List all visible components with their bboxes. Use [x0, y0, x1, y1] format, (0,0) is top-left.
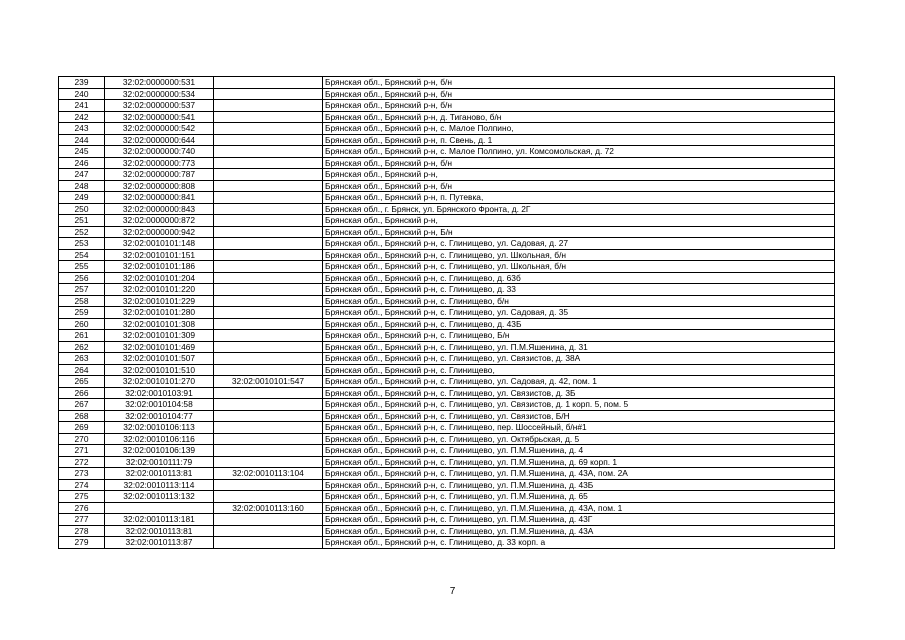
page-number: 7 [449, 586, 456, 597]
linked-cadastral-number-cell [214, 387, 323, 399]
table-row [59, 456, 835, 468]
table-row [59, 318, 835, 330]
row-number-cell: 242 [59, 111, 105, 123]
cadastral-number-cell: 32:02:0000000:942 [105, 226, 214, 238]
row-number-cell: 255 [59, 261, 105, 273]
linked-cadastral-number-cell [214, 456, 323, 468]
address-cell: Брянская обл., г. Брянск, ул. Брянского Фронта, д. 2Г [323, 203, 835, 215]
linked-cadastral-number-cell [214, 272, 323, 284]
row-number-cell: 245 [59, 146, 105, 158]
linked-cadastral-number-cell [214, 307, 323, 319]
address-cell: Брянская обл., Брянский р-н, с. Глинищево, пер. Шоссейный, б/н#1 [323, 422, 835, 434]
address-cell: Брянская обл., Брянский р-н, [323, 169, 835, 181]
address-cell: Брянская обл., Брянский р-н, с. Глинищево, ул. П.М.Яшенина, д. 43А, пом. 1 [323, 502, 835, 514]
cadastral-number-cell: 32:02:0010101:148 [105, 238, 214, 250]
address-cell: Брянская обл., Брянский р-н, с. Глинищево, ул. Связистов, д. 1 корп. 5, пом. 5 [323, 399, 835, 411]
address-cell: Брянская обл., Брянский р-н, с. Глинищево, ул. П.М.Яшенина, д. 4 [323, 445, 835, 457]
cadastral-number-cell: 32:02:0000000:542 [105, 123, 214, 135]
linked-cadastral-number-cell [214, 111, 323, 123]
linked-cadastral-number-cell [214, 399, 323, 411]
table-row [59, 238, 835, 250]
table-row [59, 226, 835, 238]
table-row [59, 387, 835, 399]
row-number-cell: 248 [59, 180, 105, 192]
linked-cadastral-number-cell [214, 433, 323, 445]
address-cell: Брянская обл., Брянский р-н, с. Малое Полпино, [323, 123, 835, 135]
linked-cadastral-number-cell [214, 525, 323, 537]
linked-cadastral-number-cell [214, 491, 323, 503]
address-cell: Брянская обл., Брянский р-н, с. Малое Полпино, ул. Комсомольская, д. 72 [323, 146, 835, 158]
linked-cadastral-number-cell [214, 514, 323, 526]
cadastral-number-cell: 32:02:0010101:507 [105, 353, 214, 365]
row-number-cell: 243 [59, 123, 105, 135]
cadastral-number-cell: 32:02:0010101:469 [105, 341, 214, 353]
linked-cadastral-number-cell [214, 134, 323, 146]
cadastral-number-cell: 32:02:0010101:229 [105, 295, 214, 307]
cadastral-number-cell: 32:02:0010113:181 [105, 514, 214, 526]
address-cell: Брянская обл., Брянский р-н, б/н [323, 88, 835, 100]
row-number-cell: 244 [59, 134, 105, 146]
row-number-cell: 247 [59, 169, 105, 181]
linked-cadastral-number-cell: 32:02:0010101:547 [214, 376, 323, 388]
table-row [59, 261, 835, 273]
address-cell: Брянская обл., Брянский р-н, п. Путевка, [323, 192, 835, 204]
address-cell: Брянская обл., Брянский р-н, б/н [323, 100, 835, 112]
linked-cadastral-number-cell: 32:02:0010113:104 [214, 468, 323, 480]
row-number-cell: 249 [59, 192, 105, 204]
cadastral-number-cell: 32:02:0010101:186 [105, 261, 214, 273]
table-row [59, 341, 835, 353]
address-cell: Брянская обл., Брянский р-н, с. Глинищево, ул. П.М.Яшенина, д. 43А, пом. 2А [323, 468, 835, 480]
cadastral-number-cell: 32:02:0010113:81 [105, 525, 214, 537]
linked-cadastral-number-cell [214, 341, 323, 353]
linked-cadastral-number-cell [214, 445, 323, 457]
linked-cadastral-number-cell [214, 146, 323, 158]
row-number-cell: 257 [59, 284, 105, 296]
registry-table-body [59, 77, 835, 549]
cadastral-number-cell: 32:02:0010101:309 [105, 330, 214, 342]
linked-cadastral-number-cell [214, 295, 323, 307]
row-number-cell: 276 [59, 502, 105, 514]
linked-cadastral-number-cell [214, 226, 323, 238]
cadastral-number-cell: 32:02:0000000:537 [105, 100, 214, 112]
table-row [59, 146, 835, 158]
row-number-cell: 252 [59, 226, 105, 238]
table-row [59, 422, 835, 434]
cadastral-number-cell: 32:02:0000000:534 [105, 88, 214, 100]
address-cell: Брянская обл., Брянский р-н, с. Глинищево, ул. Октябрьская, д. 5 [323, 433, 835, 445]
table-row [59, 433, 835, 445]
linked-cadastral-number-cell: 32:02:0010113:160 [214, 502, 323, 514]
cadastral-number-cell: 32:02:0010106:116 [105, 433, 214, 445]
table-row [59, 295, 835, 307]
row-number-cell: 278 [59, 525, 105, 537]
table-row [59, 134, 835, 146]
cadastral-number-cell: 32:02:0010104:58 [105, 399, 214, 411]
table-row [59, 514, 835, 526]
row-number-cell: 279 [59, 537, 105, 549]
cadastral-number-cell: 32:02:0000000:872 [105, 215, 214, 227]
cadastral-number-cell: 32:02:0010111:79 [105, 456, 214, 468]
cadastral-number-cell: 32:02:0000000:843 [105, 203, 214, 215]
row-number-cell: 259 [59, 307, 105, 319]
row-number-cell: 239 [59, 77, 105, 89]
row-number-cell: 274 [59, 479, 105, 491]
row-number-cell: 273 [59, 468, 105, 480]
row-number-cell: 275 [59, 491, 105, 503]
address-cell: Брянская обл., Брянский р-н, б/н [323, 77, 835, 89]
row-number-cell: 270 [59, 433, 105, 445]
address-cell: Брянская обл., Брянский р-н, с. Глинищево, ул. П.М.Яшенина, д. 43Г [323, 514, 835, 526]
address-cell: Брянская обл., Брянский р-н, с. Глинищево, ул. Связистов, Б/Н [323, 410, 835, 422]
row-number-cell: 267 [59, 399, 105, 411]
table-row [59, 272, 835, 284]
address-cell: Брянская обл., Брянский р-н, с. Глинищево, д. 63б [323, 272, 835, 284]
address-cell: Брянская обл., Брянский р-н, с. Глинищево, ул. Связистов, д. 3Б [323, 387, 835, 399]
cadastral-number-cell: 32:02:0010113:132 [105, 491, 214, 503]
row-number-cell: 246 [59, 157, 105, 169]
linked-cadastral-number-cell [214, 203, 323, 215]
row-number-cell: 272 [59, 456, 105, 468]
table-row [59, 215, 835, 227]
table-row [59, 203, 835, 215]
address-cell: Брянская обл., Брянский р-н, с. Глинищево, ул. П.М.Яшенина, д. 65 [323, 491, 835, 503]
table-row [59, 353, 835, 365]
property-registry-table [58, 76, 835, 549]
table-row [59, 307, 835, 319]
table-row [59, 157, 835, 169]
address-cell: Брянская обл., Брянский р-н, с. Глинищево, д. 43Б [323, 318, 835, 330]
table-row [59, 88, 835, 100]
cadastral-number-cell: 32:02:0000000:773 [105, 157, 214, 169]
linked-cadastral-number-cell [214, 479, 323, 491]
linked-cadastral-number-cell [214, 88, 323, 100]
row-number-cell: 256 [59, 272, 105, 284]
linked-cadastral-number-cell [214, 192, 323, 204]
table-row [59, 376, 835, 388]
linked-cadastral-number-cell [214, 180, 323, 192]
address-cell: Брянская обл., Брянский р-н, с. Глинищево, ул. П.М.Яшенина, д. 31 [323, 341, 835, 353]
address-cell: Брянская обл., Брянский р-н, с. Глинищево, ул. Школьная, б/н [323, 261, 835, 273]
row-number-cell: 258 [59, 295, 105, 307]
row-number-cell: 260 [59, 318, 105, 330]
table-row [59, 180, 835, 192]
table-row [59, 330, 835, 342]
cadastral-number-cell: 32:02:0000000:841 [105, 192, 214, 204]
row-number-cell: 277 [59, 514, 105, 526]
cadastral-number-cell: 32:02:0000000:808 [105, 180, 214, 192]
address-cell: Брянская обл., Брянский р-н, с. Глинищево, ул. Садовая, д. 42, пом. 1 [323, 376, 835, 388]
address-cell: Брянская обл., Брянский р-н, с. Глинищево, ул. Садовая, д. 27 [323, 238, 835, 250]
address-cell: Брянская обл., Брянский р-н, б/н [323, 180, 835, 192]
table-row [59, 491, 835, 503]
cadastral-number-cell: 32:02:0010104:77 [105, 410, 214, 422]
row-number-cell: 262 [59, 341, 105, 353]
table-row [59, 468, 835, 480]
linked-cadastral-number-cell [214, 364, 323, 376]
linked-cadastral-number-cell [214, 422, 323, 434]
address-cell: Брянская обл., Брянский р-н, с. Глинищево, д. 33 [323, 284, 835, 296]
cadastral-number-cell: 32:02:0010101:220 [105, 284, 214, 296]
cadastral-number-cell: 32:02:0000000:740 [105, 146, 214, 158]
table-row [59, 502, 835, 514]
cadastral-number-cell: 32:02:0010101:270 [105, 376, 214, 388]
cadastral-number-cell: 32:02:0010106:113 [105, 422, 214, 434]
row-number-cell: 253 [59, 238, 105, 250]
table-row [59, 410, 835, 422]
cadastral-number-cell: 32:02:0000000:541 [105, 111, 214, 123]
address-cell: Брянская обл., Брянский р-н, с. Глинищево, д. 33 корп. а [323, 537, 835, 549]
cadastral-number-cell: 32:02:0010101:308 [105, 318, 214, 330]
linked-cadastral-number-cell [214, 261, 323, 273]
row-number-cell: 261 [59, 330, 105, 342]
row-number-cell: 241 [59, 100, 105, 112]
row-number-cell: 266 [59, 387, 105, 399]
address-cell: Брянская обл., Брянский р-н, с. Глинищево, ул. Связистов, д. 38А [323, 353, 835, 365]
cadastral-number-cell: 32:02:0000000:644 [105, 134, 214, 146]
cadastral-number-cell: 32:02:0010113:114 [105, 479, 214, 491]
table-row [59, 123, 835, 135]
cadastral-number-cell: 32:02:0010101:280 [105, 307, 214, 319]
table-row [59, 249, 835, 261]
table-row [59, 479, 835, 491]
address-cell: Брянская обл., Брянский р-н, с. Глинищево, ул. Школьная, б/н [323, 249, 835, 261]
address-cell: Брянская обл., Брянский р-н, б/н [323, 157, 835, 169]
row-number-cell: 254 [59, 249, 105, 261]
row-number-cell: 251 [59, 215, 105, 227]
cadastral-number-cell: 32:02:0010101:510 [105, 364, 214, 376]
address-cell: Брянская обл., Брянский р-н, с. Глинищево, Б/н [323, 330, 835, 342]
linked-cadastral-number-cell [214, 284, 323, 296]
address-cell: Брянская обл., Брянский р-н, с. Глинищево, б/н [323, 295, 835, 307]
address-cell: Брянская обл., Брянский р-н, д. Тиганово, б/н [323, 111, 835, 123]
row-number-cell: 250 [59, 203, 105, 215]
table-row [59, 284, 835, 296]
cadastral-number-cell: 32:02:0010106:139 [105, 445, 214, 457]
cadastral-number-cell: 32:02:0010101:151 [105, 249, 214, 261]
row-number-cell: 269 [59, 422, 105, 434]
linked-cadastral-number-cell [214, 238, 323, 250]
row-number-cell: 265 [59, 376, 105, 388]
address-cell: Брянская обл., Брянский р-н, [323, 215, 835, 227]
table-row [59, 537, 835, 549]
linked-cadastral-number-cell [214, 123, 323, 135]
linked-cadastral-number-cell [214, 318, 323, 330]
table-row [59, 525, 835, 537]
address-cell: Брянская обл., Брянский р-н, с. Глинищево, ул. П.М.Яшенина, д. 69 корп. 1 [323, 456, 835, 468]
linked-cadastral-number-cell [214, 330, 323, 342]
cadastral-number-cell [105, 502, 214, 514]
address-cell: Брянская обл., Брянский р-н, п. Свень, д. 1 [323, 134, 835, 146]
address-cell: Брянская обл., Брянский р-н, с. Глинищево, [323, 364, 835, 376]
cadastral-number-cell: 32:02:0010113:87 [105, 537, 214, 549]
address-cell: Брянская обл., Брянский р-н, с. Глинищево, ул. Садовая, д. 35 [323, 307, 835, 319]
cadastral-number-cell: 32:02:0000000:787 [105, 169, 214, 181]
address-cell: Брянская обл., Брянский р-н, с. Глинищево, ул. П.М.Яшенина, д. 43Б [323, 479, 835, 491]
row-number-cell: 268 [59, 410, 105, 422]
table-row [59, 364, 835, 376]
linked-cadastral-number-cell [214, 169, 323, 181]
table-row [59, 111, 835, 123]
linked-cadastral-number-cell [214, 410, 323, 422]
linked-cadastral-number-cell [214, 157, 323, 169]
address-cell: Брянская обл., Брянский р-н, Б/н [323, 226, 835, 238]
linked-cadastral-number-cell [214, 353, 323, 365]
linked-cadastral-number-cell [214, 215, 323, 227]
table-row [59, 100, 835, 112]
linked-cadastral-number-cell [214, 537, 323, 549]
row-number-cell: 271 [59, 445, 105, 457]
linked-cadastral-number-cell [214, 249, 323, 261]
cadastral-number-cell: 32:02:0000000:531 [105, 77, 214, 89]
table-row [59, 169, 835, 181]
row-number-cell: 264 [59, 364, 105, 376]
row-number-cell: 263 [59, 353, 105, 365]
cadastral-number-cell: 32:02:0010113:81 [105, 468, 214, 480]
linked-cadastral-number-cell [214, 100, 323, 112]
table-row [59, 77, 835, 89]
table-row [59, 399, 835, 411]
row-number-cell: 240 [59, 88, 105, 100]
cadastral-number-cell: 32:02:0010101:204 [105, 272, 214, 284]
cadastral-number-cell: 32:02:0010103:91 [105, 387, 214, 399]
table-row [59, 445, 835, 457]
linked-cadastral-number-cell [214, 77, 323, 89]
table-row [59, 192, 835, 204]
address-cell: Брянская обл., Брянский р-н, с. Глинищево, ул. П.М.Яшенина, д. 43А [323, 525, 835, 537]
